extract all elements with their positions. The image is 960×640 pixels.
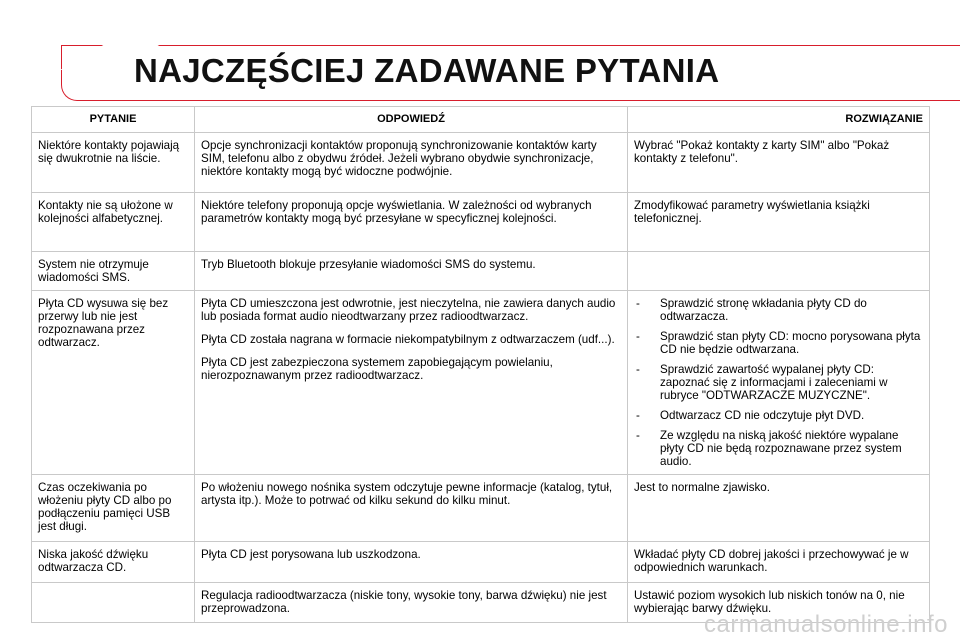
answer-paragraph: Regulacja radioodtwarzacza (niskie tony, wysokie tony, barwa dźwięku) nie jest przeprowadzona.: [201, 589, 607, 615]
solution-list-item: - Odtwarzacz CD nie odczytuje płyt DVD.: [636, 409, 865, 422]
table-header-row: [32, 107, 930, 133]
header-answer: ODPOWIEDŹ: [195, 107, 628, 133]
table-row: [32, 133, 930, 193]
answer-cell: [195, 475, 628, 542]
solution-cell: Ustawić poziom wysokich lub niskich tonów na 0, nie wybierając barwy dźwięku.: [628, 583, 930, 623]
answer-paragraph: Płyta CD umieszczona jest odwrotnie, jest nieczytelna, nie zawiera danych audio lub posiada format audio nieodtwarzany przez radioodtwarzacz.: [201, 297, 616, 323]
question-cell: Kontakty nie są ułożone w kolejności alfabetycznej.: [32, 193, 195, 252]
solution-list-item: - Ze względu na niską jakość niektóre wypalane płyty CD nie będą rozpoznawane przez system audio.: [636, 429, 902, 468]
solution-cell: Zmodyfikować parametry wyświetlania książki telefonicznej.: [628, 193, 930, 252]
table-row: [32, 252, 930, 291]
solution-cell: Wkładać płyty CD dobrej jakości i przechowywać je w odpowiednich warunkach.: [628, 542, 930, 583]
watermark: carmanualsonline.info: [704, 611, 948, 638]
answer-cell: [195, 193, 628, 252]
solution-cell: Wybrać "Pokaż kontakty z karty SIM" albo "Pokaż kontakty z telefonu".: [628, 133, 930, 193]
question-cell: Niska jakość dźwięku odtwarzacza CD.: [32, 542, 195, 583]
solution-list-item: - Sprawdzić stronę wkładania płyty CD do odtwarzacza.: [636, 297, 867, 323]
table-row: [32, 291, 930, 475]
table-row: [32, 475, 930, 542]
answer-cell: [195, 133, 628, 193]
answer-paragraph: Tryb Bluetooth blokuje przesyłanie wiadomości SMS do systemu.: [201, 258, 536, 271]
solution-cell: Jest to normalne zjawisko.: [628, 475, 930, 542]
answer-cell: [195, 583, 628, 623]
question-cell: Płyta CD wysuwa się bez przerwy lub nie jest rozpoznawana przez odtwarzacz.: [32, 291, 195, 475]
solution-list-item: - Sprawdzić zawartość wypalanej płyty CD: zapoznać się z informacjami i zaleceniami w rubryce "ODTWARZACZE MUZYCZNE".: [636, 363, 888, 402]
question-cell: System nie otrzymuje wiadomości SMS.: [32, 252, 195, 291]
header-solution: ROZWIĄZANIE: [628, 107, 930, 133]
question-cell: [32, 583, 195, 623]
answer-paragraph: Płyta CD jest porysowana lub uszkodzona.: [201, 548, 421, 561]
question-cell: Niektóre kontakty pojawiają się dwukrotnie na liście.: [32, 133, 195, 193]
question-cell: Czas oczekiwania po włożeniu płyty CD albo po podłączeniu pamięci USB jest długi.: [32, 475, 195, 542]
header-question: PYTANIE: [32, 107, 195, 133]
table-row: [32, 193, 930, 252]
answer-paragraph: Opcje synchronizacji kontaktów proponują synchronizowanie kontaktów karty SIM, telefonu albo z obydwu źródeł. Jeżeli wybrano obydwie synchronizacje, niektóre kontakty mogą być widoczne podwójnie.: [201, 139, 597, 178]
answer-paragraph: Po włożeniu nowego nośnika system odczytuje pewne informacje (katalog, tytuł, artysta itp.). Może to potrwać od kilku sekund do kilku minut.: [201, 481, 613, 507]
answer-cell: [195, 252, 628, 291]
answer-paragraph: Płyta CD jest zabezpieczona systemem zapobiegającym powielaniu, nierozpoznawanym przez radioodtwarzacz.: [201, 356, 553, 382]
answer-cell: [195, 291, 628, 475]
solution-cell: [628, 291, 930, 475]
faq-table: [31, 106, 930, 623]
solution-list: [634, 297, 923, 468]
answer-cell: [195, 542, 628, 583]
answer-paragraph: Płyta CD została nagrana w formacie niekompatybilnym z odtwarzaczem (udf...).: [201, 333, 615, 346]
page-title: NAJCZĘŚCIEJ ZADAWANE PYTANIA: [134, 52, 720, 89]
solution-list-item: - Sprawdzić stan płyty CD: mocno porysowana płyta CD nie będzie odtwarzana.: [636, 330, 921, 356]
table-row: [32, 542, 930, 583]
answer-paragraph: Niektóre telefony proponują opcje wyświetlania. W zależności od wybranych parametrów kontakty mogą być przesyłane w specyficznej kolejności.: [201, 199, 592, 225]
solution-cell: [628, 252, 930, 291]
